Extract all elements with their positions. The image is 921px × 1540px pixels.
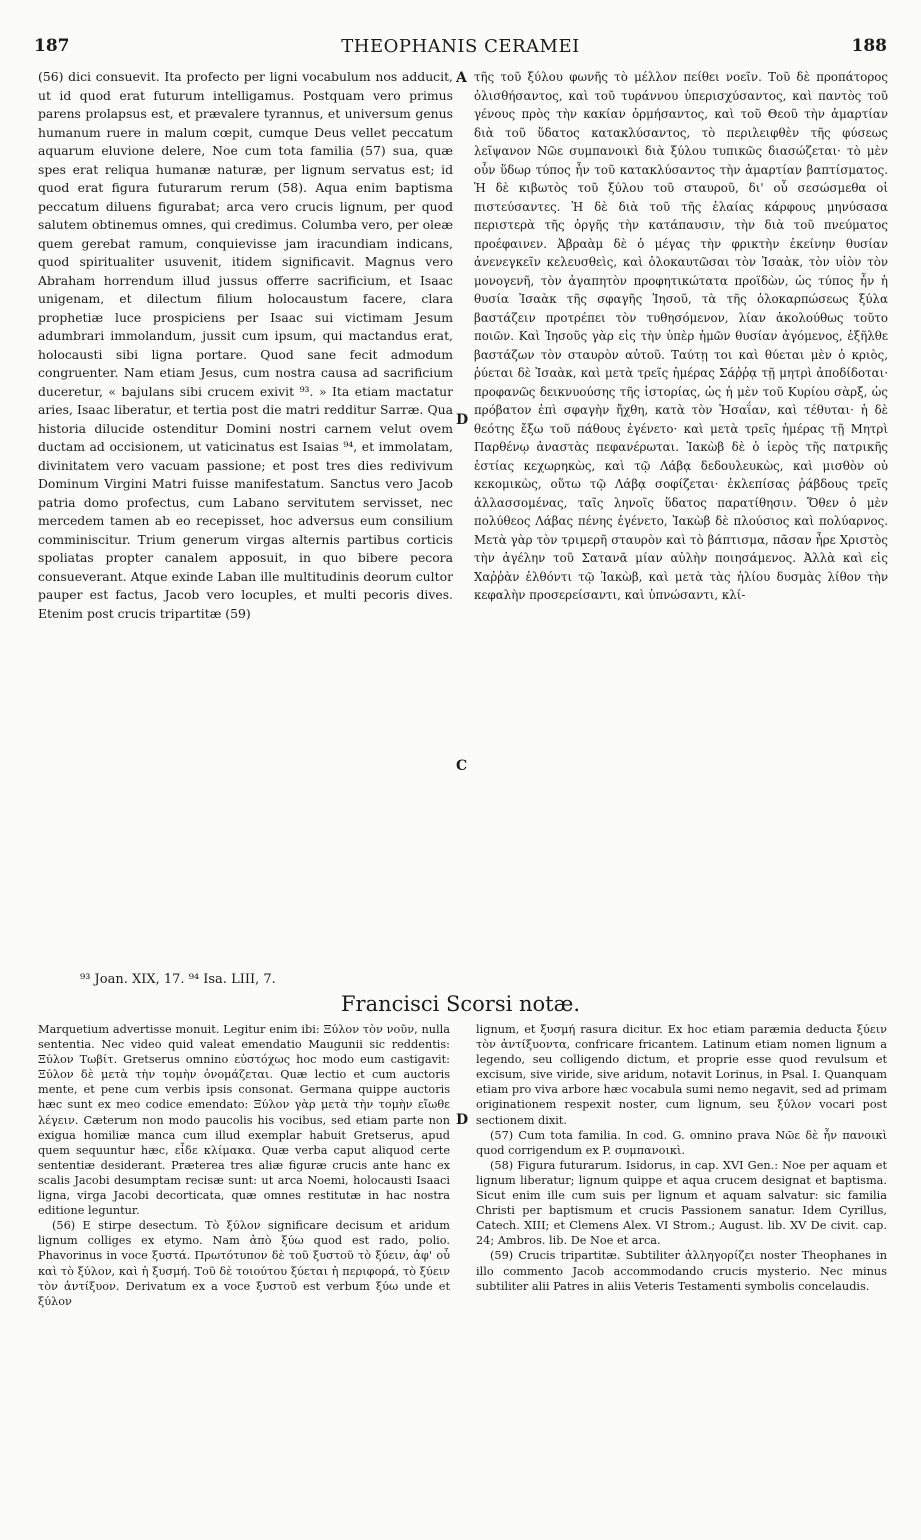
footnote-references: ⁹³ Joan. XIX, 17. ⁹⁴ Isa. LIII, 7.: [80, 972, 276, 987]
page-number-left: 187: [34, 36, 70, 56]
note-paragraph: (56) E stirpe desectum. Τὸ ξύλον significare decisum et aridum lignum colliges ex etymo. Nam ἀπὸ ξύω quod est rado, polio. Phavorinus in voce ξυστά. Πρωτότυπον δὲ τοῦ ξυστοῦ τὸ ξύειν, ἀφ' οὗ καὶ τὸ ξύλον, καὶ ἡ ξυσμή. Τοῦ δὲ τοιούτου ξύεται ἡ περιφορά, τὸ ξύειν τὸν ἀντίξυον. Derivatum ex a voce ξυστοῦ est verbum ξύω unde et ξύλον: [38, 1219, 450, 1308]
note-paragraph: (58) Figura futurarum. Isidorus, in cap. XVI Gen.: Noe per aquam et lignum liberatur; lignum quippe et aqua crucem designat et baptisma. Sicut enim ille cum suis per lignum et aquam salvatur: sic familia Christi per baptismum et crucis Passionem sanatur. Idem Cyrillus, Catech. XIII; et Clemens Alex. VI Strom.; August. lib. XV De civit. cap. 24; Ambros. lib. De Noe et arca.: [476, 1158, 887, 1248]
note-paragraph: (59) Crucis tripartitæ. Subtiliter ἀλληγορίζει noster Theophanes in illo commento Jacob accommodando crucis mysterio. Nec minus subtiliter alii Patres in aliis Veteris Testamenti symbolis concelaudis.: [476, 1249, 887, 1293]
note-paragraph: lignum, et ξυσμή rasura dicitur. Ex hoc etiam paræmia deducta ξύειν τὸν ἀντίξυοντα, confricare fricantem. Latinum etiam nomen lignum a legendo, seu colligendo dictum, et proprie esse quod revulsum et excisum, sive viride, sive aridum, notavit Lorinus, in Psal. I. Quanquam etiam pro viva arbore hæc vocabula sumi nemo negavit, sed ad primam originationem respexit noster, cum lignum, seu ξύλον vocari post sectionem dixit.: [476, 1023, 887, 1127]
notes-title: Francisci Scorsi notæ.: [340, 992, 581, 1016]
note-paragraph: Marquetium advertisse monuit. Legitur enim ibi: Ξύλον τὸν νοῦν, nulla sententia. Nec video quid valeat emendatio Maugunii sic reddentis: Ξύλον Τωβίτ. Gretserus omnino εὐστόχως hoc modo eum castigavit: Ξύλον δὲ μετὰ τὴν τομὴν ὀνομάζεται. Quæ lectio et cum auctoris mente, et pene cum verbis ipsis consonat. Germana quippe auctoris hæc sunt ex meo codice emendato: Ξύλον γὰρ μετὰ τὴν τομὴν εἴωθε λέγειν. Cæterum non modo paucolis his vocibus, sed etiam parte non exigua homiliæ manca cum illud exemplar habuit Gretserus, apud quem sequuntur hæc, εἶδε κλίμακα. Quæ verba caput aliquod certe sententiæ desiderant. Præterea tres aliæ figuræ crucis ante hanc ex scalis Jacobi desumptam recisæ sunt: ut arca Noemi, holocausti Isaaci ligna, virga Jacobi decorticata, quæ omnes restitutæ in hac nostra editione leguntur.: [38, 1023, 450, 1218]
running-title: THEOPHANIS CERAMEI: [341, 36, 580, 57]
margin-letter-a: A: [456, 70, 467, 86]
notes-left-column: [38, 1022, 450, 1522]
page-number-right: 188: [851, 36, 887, 56]
latin-column: [38, 68, 453, 968]
margin-letter-d-notes: D: [456, 1112, 469, 1128]
greek-column: [474, 68, 888, 968]
greek-text: τῆς τοῦ ξύλου φωνῆς τὸ μέλλον πείθει νοεῖν. Τοῦ δὲ προπάτορος ὀλισθήσαντος, καὶ τοῦ τυράννου ὑπερισχύσαντος, καὶ παντὸς τοῦ γένους πρὸς τὴν κακίαν ὁρμήσαντος, καὶ τοῦ Θεοῦ τὴν ἁμαρτίαν διὰ τοῦ ὕδατος κατακλύσαντος, τὸ περιλειφθὲν τῆς φύσεως λεῖψανον Νῶε συμπανοικὶ διὰ ξύλου τυπικῶς διασώζεται· τὸ μὲν οὖν ὕδωρ τύπος ἦν τοῦ κατακλύσαντος τὴν ἁμαρτίαν βαπτίσματος. Ἡ δὲ κιβωτὸς τοῦ ξύλου τοῦ σταυροῦ, δι' οὗ σεσώσμεθα οἱ πιστεύσαντες. Ἡ δὲ διὰ τοῦ τῆς ἐλαίας κάρφους μηνύσασα περιστερὰ τῆς ὀργῆς τὴν κατάπαυσιν, τὴν διὰ τοῦ πνεύματος προέφαινεν. Ἀβραὰμ δὲ ὁ μέγας τὴν φρικτὴν ἐκείνην θυσίαν ἀνενεγκεῖν κελευσθεὶς, καὶ ὁλοκαυτῶσαι τὸν Ἰσαὰκ, τὸν υἱὸν τὸν μονογενῆ, τὸν ἀγαπητὸν προφητικώτατα προϊδὼν, ὡς τύπος ἦν ἡ θυσία Ἰσαὰκ τῆς σφαγῆς Ἰησοῦ, τὰ τῆς ὁλοκαρπώσεως ξύλα βαστάζειν προτρέπει τὸν τυθησόμενον, λίαν ἀκολούθως τοῦτο ποιῶν. Καὶ Ἰησοῦς γὰρ εἰς τὴν ὑπὲρ ἡμῶν θυσίαν ἀγόμενος, ἐξῆλθε βαστάζων τὸν σταυρὸν αὐτοῦ. Ταύτῃ τοι καὶ θύεται μὲν ὁ κριὸς, ῥύεται δὲ Ἰσαὰκ, καὶ μετὰ τρεῖς ἡμέρας Σάῤῥᾳ τῇ μητρὶ ἀποδίδοται· προφανῶς δεικνυούσης τῆς ἱστορίας, ὡς ἡ μὲν τοῦ Κυρίου σὰρξ, ὡς πρόβατον ἐπὶ σφαγὴν ἤχθη, κατὰ τὸν Ἡσαΐαν, καὶ τέθυται· ἡ δὲ θεότης ἔξω τοῦ πάθους ἐγένετο· καὶ μετὰ τρεῖς ἡμέρας τῇ Μητρὶ Παρθένῳ ἀναστὰς πεφανέρωται. Ἰακὼβ δὲ ὁ ἱερὸς τῆς πατρικῆς ἑστίας κεχωρηκὼς, καὶ τῷ Λάβᾳ δεδουλευκὼς, καὶ μισθὸν οὐ κεκομικὼς, οὕτω τῷ Λάβᾳ σοφίζεται· ἐκλεπίσας ῥάβδους τρεῖς ἀλλασσομένας, ταῖς ληνοῖς ὕδατος παρατίθησιν. Ὅθεν ὁ μὲν πολύθεος Λάβας πένης ἐγένετο, Ἰακὼβ δὲ πλούσιος καὶ πολύαρνος. Μετὰ γὰρ τὸν τριμερῆ σταυρὸν καὶ τὸ βάπτισμα, πᾶσαν ἦρε Χριστὸς τὴν ἀγέλην τοῦ Σατανᾶ μίαν αὐλὴν ποιησάμενος. Ἀλλὰ καὶ εἰς Χαῤῥὰν ἐλθόντι τῷ Ἰακὼβ, καὶ μετὰ τὰς ἡλίου δυσμὰς λίθον τὴν κεφαλὴν προσερείσαντι, καὶ ὑπνώσαντι, κλί-: [474, 70, 888, 602]
margin-letter-c: C: [456, 758, 468, 774]
note-paragraph: (57) Cum tota familia. In cod. G. omnino prava Νῶε δὲ ἦν πανοικὶ quod corrigendum ex P. συμπανοικὶ.: [476, 1128, 887, 1157]
running-header: [34, 36, 887, 60]
latin-text: (56) dici consuevit. Ita profecto per ligni vocabulum nos adducit, ut id quod erat futurum intelligamus. Postquam vero primus parens prolapsus est, et prævalere tyrannus, et universum genus humanum ruere in malum cœpit, cumque Deus vellet peccatum aquarum eluvione delere, Noe cum tota familia (57) sua, quæ spes erat reliqua humanæ naturæ, per lignum servatus est; id quod erat figura futurarum rerum (58). Aqua enim baptisma peccatum diluens figurabat; arca vero crucis lignum, per quod salutem obtinemus omnes, qui credimus. Columba vero, per oleæ quem gerebat ramum, conquievisse jam iracundiam indicans, quod spiritualiter usuvenit, itidem significavit. Magnus vero Abraham horrendum illud jussus offerre sacrificium, et Isaac unigenam, et dilectum filium holocaustum facere, clara prophetiæ luce prospiciens per Isaac sui victimam Jesum adumbrari immolandum, jussit cum ipsum, qui mactandus erat, holocausti sibi ligna portare. Quod sane fecit admodum congruenter. Nam etiam Jesus, cum nostra causa ad sacrificium duceretur, « bajulans sibi crucem exivit ⁹³. » Ita etiam mactatur aries, Isaac liberatur, et tertia post die matri redditur Sarræ. Qua historia dilucide ostenditur Domini nostri carnem velut ovem ductam ad occisionem, ut vaticinatus est Isaias ⁹⁴, et immolatam, divinitatem vero vacuam passione; et post tres dies redivivum Dominum Virgini Matri fuisse manifestatum. Sanctus vero Jacob patria domo profectus, cum Labano servitutem servisset, nec mercedem tamen ab eo recepisset, hoc adversus eum consilium comminiscitur. Trium generum virgas alternis partibus corticis spoliatas propter canalem apposuit, in quo bibere pecora consueverant. Atque exinde Laban ille multitudinis deorum cultor pauper est factus, Jacob vero locuples, et multi pecoris dives. Etenim post crucis tripartitæ (59): [38, 69, 453, 621]
margin-letter-d: D: [456, 412, 469, 428]
notes-right-column: [476, 1022, 887, 1522]
